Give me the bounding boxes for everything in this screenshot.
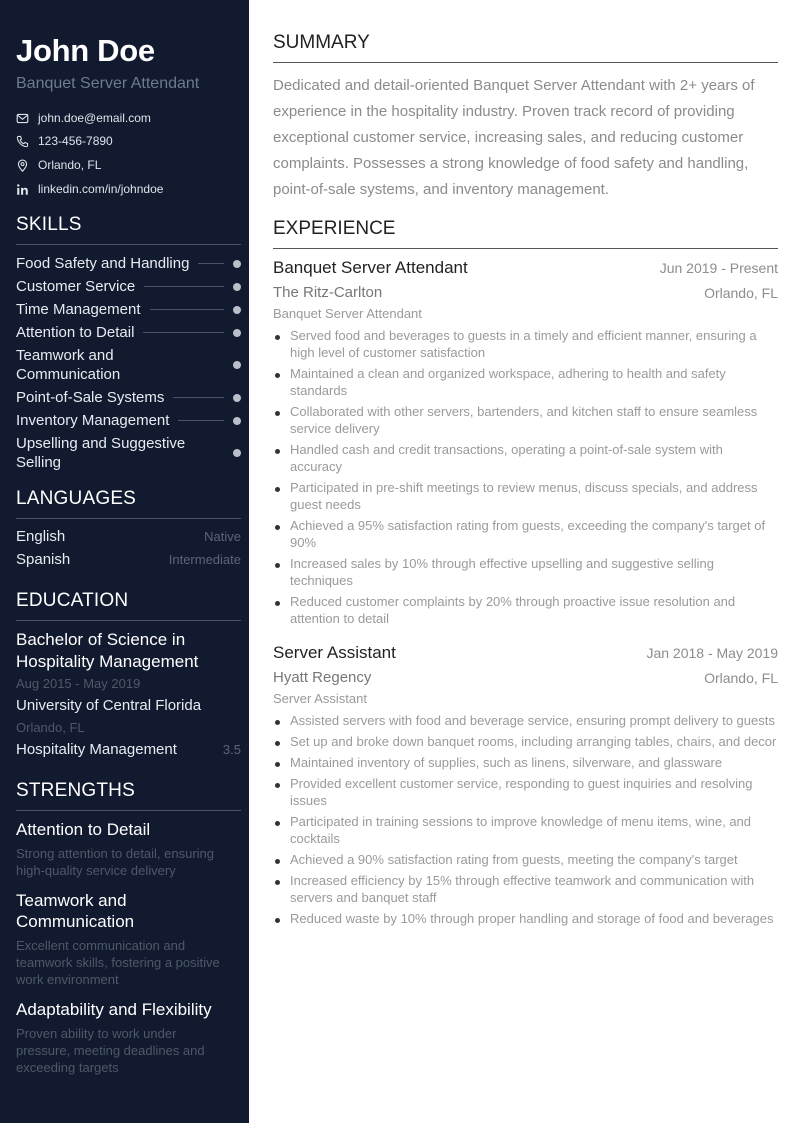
summary-text: Dedicated and detail-oriented Banquet Server Attendant with 2+ years of experience in the hospitality industry. Proven track record of providing exceptional customer service, increasing sales, and reducing customer complaints. Possesses a strong knowledge of food safety and handling, point-of-sale systems, and inventory management. [273, 77, 755, 198]
skills-heading: SKILLS [16, 214, 241, 245]
contact-phone[interactable] [16, 134, 113, 148]
phone-icon [16, 135, 29, 148]
education-dates: Aug 2015 - May 2019 [16, 676, 141, 691]
language-level: Intermediate [168, 552, 241, 567]
skill-item [16, 434, 241, 472]
job-dates: Jan 2018 - May 2019 [646, 645, 778, 661]
list-item: Reduced customer complaints by 20% through proactive issue resolution and attention to detail [273, 593, 778, 627]
language-row [16, 551, 241, 568]
skill-divider [178, 420, 224, 421]
list-item: Maintained inventory of supplies, such as linens, silverware, and glassware [273, 754, 778, 771]
strength-description: Strong attention to detail, ensuring high-quality service delivery [16, 846, 215, 878]
skill-label: Inventory Management [16, 412, 170, 429]
skill-label: Point-of-Sale Systems [16, 389, 165, 406]
list-item: Increased efficiency by 15% through effective teamwork and communication with servers and banquet staff [273, 872, 778, 906]
person-title: Banquet Server Attendant [16, 75, 200, 92]
list-item: Participated in training sessions to improve knowledge of menu items, wine, and cocktails [273, 813, 778, 847]
list-item: Served food and beverages to guests in a timely and efficient manner, ensuring a high level of customer satisfaction [273, 327, 778, 361]
list-item: Maintained a clean and organized workspace, adhering to health and safety standards [273, 365, 778, 399]
contact-location [16, 158, 101, 172]
education-school: University of Central Florida [16, 697, 202, 714]
contact-location-text: Orlando, FL [38, 158, 102, 172]
contact-email-text: john.doe@email.com [38, 111, 151, 125]
education-field-row [16, 741, 241, 758]
job-company: The Ritz-Carlton [273, 284, 383, 301]
skill-divider [143, 332, 224, 333]
strengths-heading: STRENGTHS [16, 780, 241, 811]
skill-dot [233, 361, 241, 369]
skill-item [16, 346, 241, 384]
skill-label: Food Safety and Handling [16, 255, 190, 272]
sidebar [0, 0, 249, 1123]
skill-label: Teamwork and Communication [16, 347, 121, 383]
summary-heading: SUMMARY [273, 32, 778, 63]
skill-item [16, 300, 241, 319]
skill-dot [233, 329, 241, 337]
email-icon [16, 112, 29, 125]
education-heading: EDUCATION [16, 590, 241, 621]
skill-dot [233, 394, 241, 402]
job-title: Banquet Server Attendant [273, 258, 468, 277]
job-bullets [273, 712, 778, 931]
location-icon [16, 159, 29, 172]
skill-dot [233, 283, 241, 291]
language-level: Native [204, 529, 241, 544]
list-item: Increased sales by 10% through effective upselling and suggestive selling techniques [273, 555, 778, 589]
experience-heading: EXPERIENCE [273, 218, 778, 249]
skill-label: Attention to Detail [16, 324, 135, 341]
contact-linkedin[interactable] [16, 182, 163, 196]
job-title: Server Assistant [273, 643, 396, 662]
strength-description: Proven ability to work under pressure, meeting deadlines and exceeding targets [16, 1026, 205, 1075]
list-item: Participated in pre-shift meetings to review menus, discuss specials, and address guest needs [273, 479, 778, 513]
skill-label: Customer Service [16, 278, 136, 295]
skill-dot [233, 306, 241, 314]
job-subtitle: Banquet Server Attendant [273, 306, 422, 321]
education-gpa: 3.5 [222, 742, 241, 757]
person-name: John Doe [16, 33, 155, 68]
skill-label: Time Management [16, 301, 141, 318]
list-item: Set up and broke down banquet rooms, including arranging tables, chairs, and decor [273, 733, 778, 750]
list-item: Assisted servers with food and beverage service, ensuring prompt delivery to guests [273, 712, 778, 729]
job-location: Orlando, FL [704, 670, 778, 686]
skill-dot [233, 260, 241, 268]
skill-item [16, 411, 241, 430]
job-subtitle: Server Assistant [273, 691, 367, 706]
strength-title: Adaptability and Flexibility [16, 1000, 212, 1019]
skill-divider [205, 453, 224, 454]
list-item: Reduced waste by 10% through proper handling and storage of food and beverages [273, 910, 778, 927]
skill-item [16, 323, 241, 342]
job-bullets [273, 327, 778, 631]
skill-dot [233, 417, 241, 425]
education-field: Hospitality Management [16, 741, 177, 758]
strength-title: Attention to Detail [16, 820, 151, 839]
list-item: Handled cash and credit transactions, operating a point-of-sale system with accuracy [273, 441, 778, 475]
skill-dot [233, 449, 241, 457]
skill-divider [150, 309, 225, 310]
language-name: English [16, 528, 66, 545]
contact-email[interactable] [16, 111, 151, 125]
skill-item [16, 254, 241, 273]
list-item: Collaborated with other servers, bartenders, and kitchen staff to ensure seamless service delivery [273, 403, 778, 437]
job-location: Orlando, FL [704, 285, 778, 301]
skill-divider [198, 263, 224, 264]
skill-item [16, 388, 241, 407]
linkedin-icon [16, 183, 29, 196]
language-row [16, 528, 241, 545]
job-dates: Jun 2019 - Present [659, 260, 778, 276]
languages-heading: LANGUAGES [16, 488, 241, 519]
language-name: Spanish [16, 551, 71, 568]
education-location: Orlando, FL [16, 720, 85, 735]
contact-linkedin-text: linkedin.com/in/johndoe [38, 182, 164, 196]
education-degree: Bachelor of Science in Hospitality Management [16, 630, 199, 671]
strength-title: Teamwork and Communication [16, 891, 135, 931]
job-company: Hyatt Regency [273, 669, 372, 686]
list-item: Achieved a 95% satisfaction rating from guests, exceeding the company's target of 90% [273, 517, 778, 551]
skill-item [16, 277, 241, 296]
list-item: Provided excellent customer service, responding to guest inquiries and resolving issues [273, 775, 778, 809]
skill-divider [155, 365, 224, 366]
list-item: Achieved a 90% satisfaction rating from guests, meeting the company's target [273, 851, 778, 868]
skill-divider [173, 397, 224, 398]
skill-label: Upselling and Suggestive Selling [16, 435, 186, 471]
skill-divider [144, 286, 224, 287]
contact-phone-text: 123-456-7890 [38, 134, 113, 148]
strength-description: Excellent communication and teamwork skills, fostering a positive work environment [16, 938, 220, 987]
